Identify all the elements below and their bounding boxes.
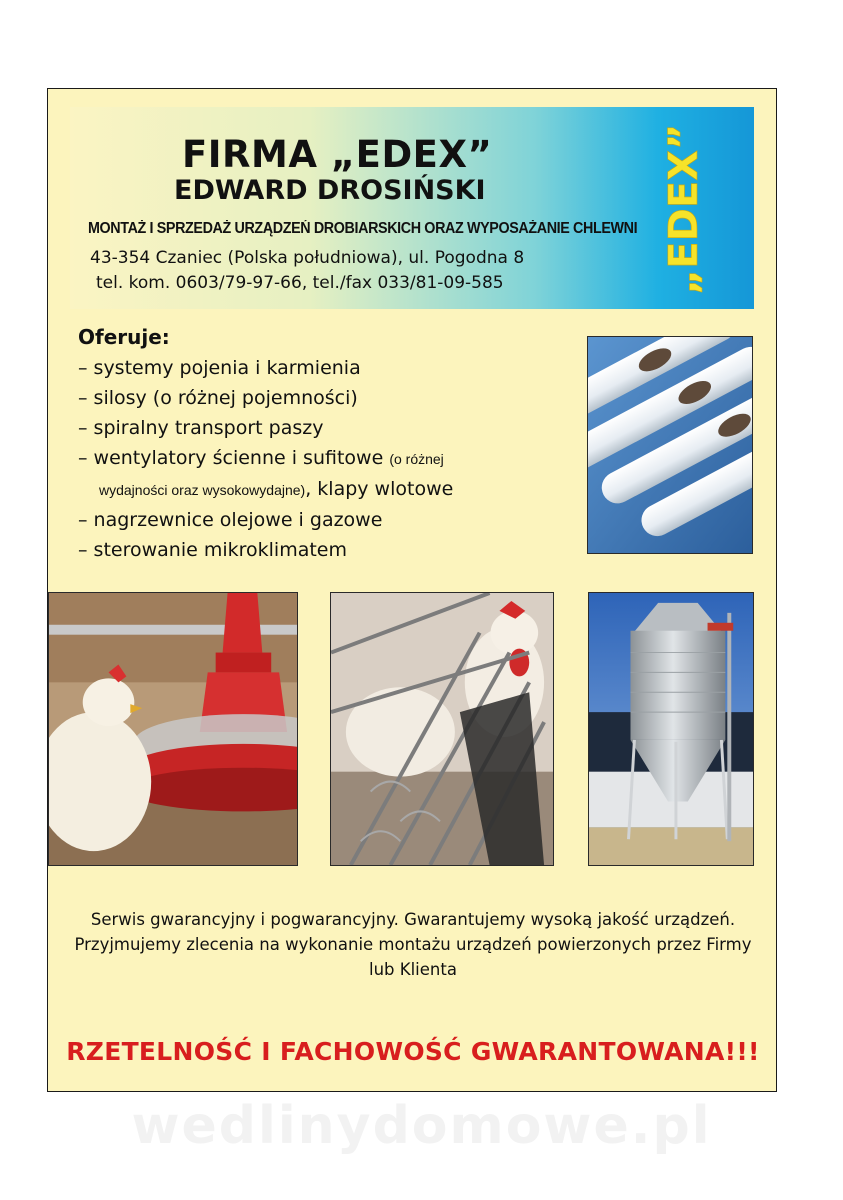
service-info: Serwis gwarancyjny i pogwarancyjny. Gwarantujemy wysoką jakość urządzeń. Przyjmujemy zlecenia na wykonanie montażu urządzeń powierzonych przez Firmy lub Klienta <box>74 910 752 979</box>
slogan: RZETELNOŚĆ I FACHOWOŚĆ GWARANTOWANA!!! <box>66 1037 760 1066</box>
feeder-pipes-photo <box>587 336 753 554</box>
company-title: FIRMA „EDEX” <box>182 133 493 176</box>
offer-item-note: (o różnej <box>389 451 444 467</box>
offer-item-text: , klapy wlotowe <box>305 478 454 500</box>
owner-name: EDWARD DROSIŃSKI <box>174 175 486 206</box>
offer-item: – nagrzewnice olejowe i gazowe <box>78 509 383 531</box>
offer-item: – systemy pojenia i karmienia <box>78 357 361 379</box>
offer-item <box>78 474 598 505</box>
header-banner <box>70 107 754 309</box>
offer-item-note: wydajności oraz wysokowydajne) <box>99 482 306 498</box>
watermark: wedlinydomowe.pl <box>131 1096 712 1156</box>
silo-photo <box>588 592 754 866</box>
advertisement-page <box>47 88 777 1092</box>
offer-item: – sterowanie mikroklimatem <box>78 539 347 561</box>
offer-list <box>78 353 598 565</box>
offer-heading: Oferuje: <box>78 325 170 349</box>
chicken-feeder-photo <box>48 592 298 866</box>
offer-item-text: – wentylatory ścienne i sufitowe <box>78 447 384 469</box>
svg-text:„EDEX”: „EDEX” <box>661 123 707 295</box>
offer-section <box>78 325 598 565</box>
offer-item: – spiralny transport paszy <box>78 417 324 439</box>
offer-item: – silosy (o różnej pojemności) <box>78 387 358 409</box>
chicken-cage-photo <box>330 592 554 866</box>
phone-numbers: tel. kom. 0603/79-97-66, tel./fax 033/81-09-585 <box>96 273 504 293</box>
business-description: MONTAŻ I SPRZEDAŻ URZĄDZEŃ DROBIARSKICH ORAZ WYPOSAŻANIE CHLEWNI <box>88 220 638 237</box>
address: 43-354 Czaniec (Polska południowa), ul. Pogodna 8 <box>90 248 525 268</box>
offer-item <box>78 443 598 474</box>
edex-vertical-logo <box>660 117 710 307</box>
